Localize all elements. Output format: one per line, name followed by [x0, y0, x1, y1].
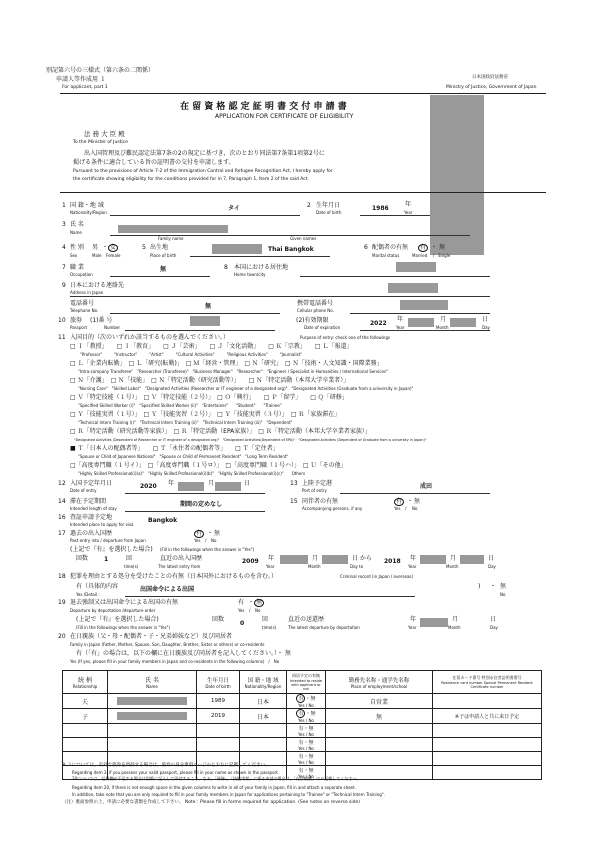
footer-note: （注）裏面参照の上，申請に必要な書類を作成して下さい。 Note : Please fill in forms required for application. (See notes on reverse side) [62, 800, 360, 805]
past-entry-from-year: 2009 [242, 558, 259, 565]
purpose-row-6[interactable]: □ Ｒ「特定活動（研究活動等家族）」 □ Ｒ「特定活動（EPA家族）」 □ Ｒ「特定活動（本邦大学卒業者家族）」 [70, 428, 371, 435]
applicant-part-jp: 申請人等作成用 １ [56, 76, 106, 83]
family-yes-selected[interactable]: 有（「有」の場合は，以下の欄に在日親族及び同居者を記入してください。）・ 無 [76, 650, 291, 657]
ministry-en: Ministry of Justice, Government of Japan [446, 85, 537, 90]
occupation-label: 職 業 [70, 264, 84, 271]
purpose-label: 入国目的（次のいずれか該当するものを選んでください。） [70, 334, 230, 341]
cellphone-label: 携帯電話番号 [297, 300, 334, 307]
birthplace-label: 出生地 [150, 244, 169, 251]
past-entry-to-year: 2018 [384, 558, 401, 565]
telephone-label: 電話番号 [70, 300, 95, 307]
past-entry-label: 過去の出入国歴 [70, 530, 113, 537]
purpose-row-5[interactable]: □ Ｙ「技能実習（１号）」 □ Ｙ「技能実習（２号）」 □ Ｙ「技能実習（３号）」 □ Ｒ「家族滞在」 [70, 411, 341, 418]
applicant-part-en: For applicant, part 1 [62, 85, 108, 90]
past-entry-times: 1 [104, 556, 109, 563]
stay-value: 期間の定めなし [180, 501, 223, 508]
redacted-block [430, 95, 484, 255]
form-title-jp: 在 留 資 格 認 定 証 明 書 交 付 申 請 書 [180, 102, 347, 112]
visa-place-label: 査証申請予定地 [70, 514, 113, 521]
name-label-en: Name [70, 230, 82, 235]
nationality-label-en: Nationality/Region [70, 210, 107, 215]
note-2: Regarding item 3, if you possess your valid passport, please fill in your name as shown in the passport. [72, 770, 280, 775]
intro-en-2: the certificate showing eligibility for the conditions provided for in 7, Paragraph 1, Item 2 of the said Act. [73, 177, 309, 182]
marital-no-option[interactable]: 無 [439, 244, 446, 251]
table-row: 有・無 Yes / No [63, 752, 542, 766]
birthplace-value: Thai Bangkok [268, 246, 314, 253]
addressee-en: To the Minister of Justice [73, 140, 128, 145]
table-row: 有・無 Yes / No [63, 738, 542, 752]
entry-date-label: 入国予定年月日 [70, 480, 113, 487]
past-entry-no-option[interactable]: 無 [214, 530, 221, 537]
note-5: In addition, take note that you are only required to fill in your family members in Japan for applications pertaining to "Trainee" or "Technical Intern Training". [72, 792, 385, 797]
redacted-name [118, 225, 228, 233]
note-1: ※ ３については，有効な旅券を所持する場合は，旅券の身分事項ページのとおりに記載してください。 [62, 763, 270, 768]
purpose-row-8[interactable]: □「高度専門職（１号イ）」 □「高度専門職（１号ロ）」 □「高度専門職（１号ハ）」 □ Ｕ「その他」 [70, 462, 347, 469]
marital-label: 配偶者の有無 [372, 244, 409, 251]
criminal-detail-value: 出国命令による出国 [140, 586, 195, 593]
address-label: 日本における連絡先 [70, 282, 125, 289]
companion-label: 同伴者の有無 [302, 498, 339, 505]
companion-yes-selected[interactable]: 有 [396, 498, 403, 505]
deportation-yes-option[interactable]: 有 [238, 599, 245, 606]
criminal-no-option[interactable]: 無 [500, 583, 507, 590]
purpose-row-1[interactable]: □ Ｉ「教授」 □ Ｉ「教育」 □ Ｊ「芸術」 □ Ｊ「文化活動」 □ Ｋ「宗教」 □ Ｌ「報道」 [70, 343, 353, 350]
telephone-value: 無 [205, 303, 212, 310]
port-value: 成田 [420, 483, 433, 490]
form-title-en: APPLICATION FOR CERTIFICATE OF ELIGIBILITY [215, 113, 354, 120]
deportation-label: 退去強制又は出国命令による出国の有無 [70, 599, 179, 606]
nationality-label: 国 籍・地 域 [70, 202, 104, 209]
form-number: 別記第六号の三様式（第六条の二関係） [46, 67, 155, 74]
note-4: Regarding item 20, if there is not enough space in the given columns to write in all of your family in Japan, fill in and attach a separate sheet. [72, 785, 356, 790]
note-3: 20については，記載欄が不足する場合は別紙に記入して添付すること。なお，「研修」，「技能実習」に係る申請の場合は，「在日親族」のみ記載してください。 [72, 777, 361, 782]
occupation-value: 無 [160, 266, 167, 273]
name-label: 氏 名 [70, 221, 84, 228]
purpose-row-7-selected[interactable]: ■ Ｔ「日本人の配偶者等」 □ Ｔ「永住者の配偶者等」 □ Ｔ「定住者」 [70, 445, 279, 452]
entry-year-value: 2020 [140, 483, 157, 490]
companion-no-option[interactable]: 無 [414, 498, 421, 505]
nationality-value: タイ [228, 205, 240, 212]
visa-place-value: Bangkok [148, 517, 178, 524]
dob-label-en: Date of birth [316, 210, 342, 215]
family-label: 在日親族（父・母・配偶者・子・兄弟姉妹など）及び同居者 [70, 633, 233, 640]
purpose-row-4[interactable]: □ Ｖ「特定技能（１号）」 □ Ｖ「特定技能（２号）」 □ Ｏ「興行」 □ Ｐ「留学」 □ Ｑ「研修」 [70, 394, 348, 401]
purpose-row-2[interactable]: □ Ｌ「企業内転勤」 □ Ｌ「研究(転勤)」 □ Ｍ「経営・管理」 □ Ｎ「研究」 □ Ｎ「技術・人文知識・国際業務」 [70, 360, 383, 367]
sex-label: 性 別 [70, 244, 84, 251]
table-row: 夫 1989 日本 有 ・無 Yes / No 自営業 [63, 694, 542, 709]
deportation-times: 0 [240, 620, 245, 627]
port-label: 上陸予定港 [302, 480, 333, 487]
table-row: 有・無 Yes / No [63, 766, 542, 780]
sex-female-option-selected[interactable]: 女 [110, 244, 117, 251]
table-row: 有・無 Yes / No [63, 724, 542, 738]
passport-label: 旅券 [70, 317, 83, 324]
table-row: 子 2019 日本 有 ・無 Yes / No 無 ※子は申請人と共に来日予定 [63, 709, 542, 724]
intro-jp-2: 掲げる条件に適合している旨の証明書の交付を申請します。 [73, 159, 235, 166]
criminal-record-label: 犯罪を理由とする処分を受けたことの有無（日本国外におけるものを含む。） [70, 573, 278, 580]
family-table: 続 柄 Relationship 氏 名 Name 生年月日 Date of birth 国 籍・地 域 Nationality/Region 同居予定の有無 Intended to reside with applicant or not 勤務先名称・通学先名称 Place of employment/school 在留カード番号 特別永住者証明書番号 Residence card number Special Permanent Resident Certificate number 夫 1989 日本 有 ・無 Yes / No 自営業 子 2019 日本 有 ・無 Yes / No 無 ※子は申請人と共に来日予定 有・無 Yes / No 有・無 Yes / No 有・無 Yes / No 有・無 Yes / No [62, 670, 542, 780]
criminal-yes-selected[interactable]: 有（具体的内容 [76, 583, 119, 590]
ministry-jp: 日本国政府法務省 [472, 75, 508, 80]
marital-yes-selected[interactable]: 有 [420, 244, 427, 251]
past-entry-yes-selected[interactable]: 有 [196, 530, 203, 537]
hometown-label: 本国における居住地 [234, 264, 289, 271]
stay-label: 滞在予定期間 [70, 498, 107, 505]
intro-jp-1: 出入国管理及び難民認定法第7条の2の規定に基づき，次のとおり同法第7条第1項第2号に [84, 150, 325, 157]
intro-en-1: Pursuant to the provisions of Article 7-2 of the Immigration Control and Refugee Recognition Act, I hereby apply for [73, 169, 333, 174]
dob-label: 生年月日 [316, 202, 341, 209]
addressee-jp: 法 務 大 臣 殿 [84, 130, 125, 138]
deportation-no-selected[interactable]: 無 [256, 599, 263, 606]
purpose-row-3[interactable]: □ Ｎ「介護」 □ Ｎ「技能」 □ Ｎ「特定活動（研究活動等）」 □ Ｎ「特定活動（本邦大学卒業者）」 [70, 377, 350, 384]
passport-expiry-year: 2022 [370, 320, 387, 327]
dob-year-value: 1986 [372, 205, 389, 212]
sex-male-option[interactable]: 男 [92, 244, 99, 251]
